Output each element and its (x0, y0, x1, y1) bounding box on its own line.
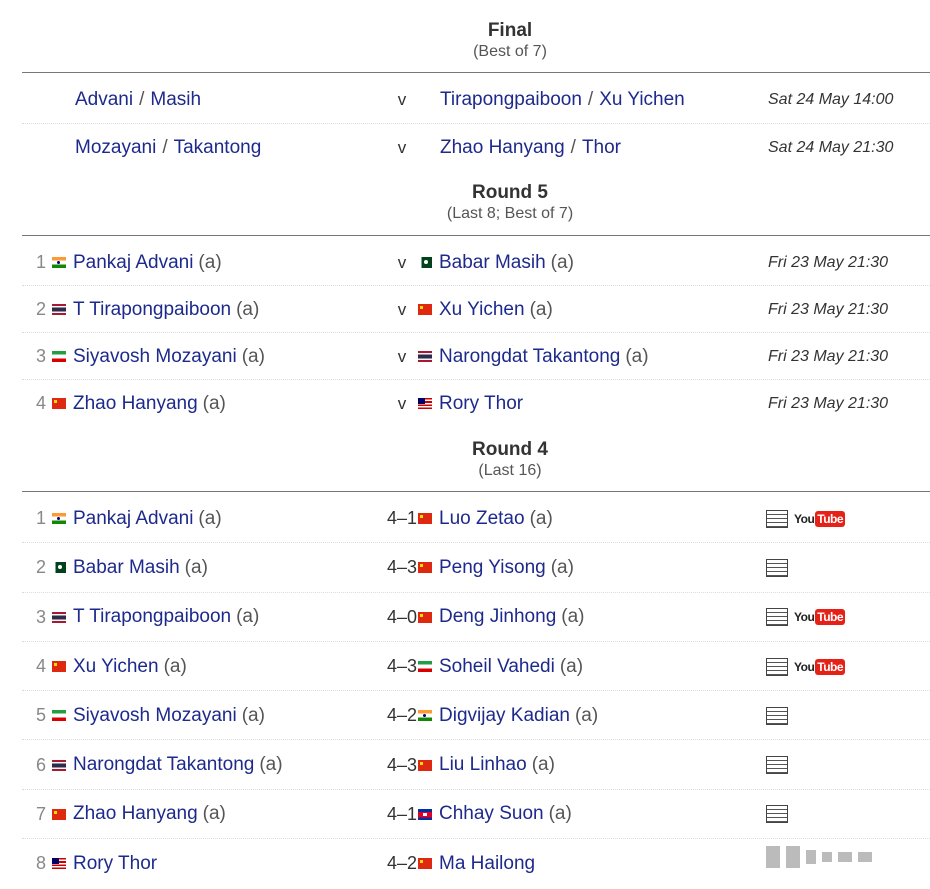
match-score[interactable]: 4–1 (386, 508, 418, 529)
player-link[interactable]: Ma Hailong (439, 852, 536, 874)
round4-subtitle: (Last 16) (478, 462, 542, 479)
china-flag-icon (418, 562, 432, 573)
thailand-flag-icon (52, 760, 66, 771)
match-score[interactable]: 4–3 (386, 656, 418, 677)
player-one-cell (52, 642, 187, 691)
match-datetime: Fri 23 May 21:30 (768, 394, 889, 412)
player-one-cell (52, 333, 265, 380)
player-two-cell (418, 691, 598, 740)
round4-divider (22, 491, 930, 492)
versus-label: v (397, 346, 407, 366)
round5-subtitle: (Last 8; Best of 7) (446, 205, 574, 222)
round4-match-row (22, 593, 930, 642)
pair-separator: / (139, 89, 145, 110)
china-flag-icon (52, 398, 66, 409)
player-link[interactable]: Advani (75, 89, 134, 110)
amateur-note: (a) (561, 606, 585, 628)
round4-header (0, 439, 930, 481)
malaysia-flag-icon (418, 398, 432, 409)
match-score[interactable]: 4–1 (386, 803, 418, 824)
player-link[interactable]: Siyavosh Mozayani (73, 345, 237, 367)
match-score[interactable]: 4–3 (386, 557, 418, 578)
player-link[interactable]: Soheil Vahedi (439, 655, 555, 677)
player-link[interactable]: Mozayani (75, 137, 157, 158)
round4-match-row (22, 691, 930, 740)
round5-match-row (22, 380, 930, 427)
media-links (766, 642, 845, 691)
thailand-flag-icon (418, 351, 432, 362)
youtube-tube-text: Tube (817, 659, 844, 674)
final-divider (22, 72, 930, 73)
player-link[interactable]: Siyavosh Mozayani (73, 704, 237, 726)
versus-label: v (397, 393, 407, 413)
amateur-note: (a) (241, 345, 265, 367)
seed-number: 6 (35, 754, 46, 775)
versus-label: v (397, 299, 407, 319)
final-side-2 (440, 76, 685, 124)
seed-number: 1 (35, 508, 46, 529)
youtube-icon[interactable] (794, 511, 845, 527)
player-two-cell (418, 494, 553, 543)
player-link[interactable]: Digvijay Kadian (439, 704, 570, 726)
thailand-flag-icon (52, 612, 66, 623)
player-link[interactable]: Xu Yichen (439, 298, 525, 320)
india-flag-icon (418, 710, 432, 721)
player-link[interactable]: Luo Zetao (439, 507, 525, 529)
seed-number: 4 (35, 656, 46, 677)
player-one-cell (52, 494, 222, 543)
player-two-cell (418, 593, 585, 642)
final-side-1 (75, 124, 261, 172)
final-header (0, 20, 930, 62)
match-score[interactable]: 4–2 (386, 705, 418, 726)
cambodia-flag-icon (418, 809, 432, 820)
final-match-row (22, 124, 930, 172)
malaysia-flag-icon (52, 858, 66, 869)
seed-number: 2 (35, 299, 46, 319)
match-score[interactable]: 4–3 (386, 754, 418, 775)
iran-flag-icon (52, 710, 66, 721)
seed-number: 3 (35, 606, 46, 627)
final-subtitle: (Best of 7) (473, 43, 547, 60)
player-link[interactable]: Narongdat Takantong (439, 345, 621, 367)
amateur-note: (a) (202, 803, 226, 825)
player-link[interactable]: Xu Yichen (73, 655, 159, 677)
versus-label: v (397, 252, 407, 272)
thailand-flag-icon (52, 304, 66, 315)
youtube-you-text: You (794, 511, 815, 526)
amateur-note: (a) (625, 345, 649, 367)
china-flag-icon (418, 612, 432, 623)
player-one-cell (52, 741, 283, 790)
round5-divider (22, 235, 930, 236)
youtube-icon[interactable] (794, 659, 845, 675)
amateur-note: (a) (184, 556, 208, 578)
amateur-note: (a) (236, 606, 260, 628)
player-one-cell (52, 239, 222, 286)
amateur-note: (a) (259, 754, 283, 776)
round5-match-row (22, 333, 930, 380)
match-datetime: Fri 23 May 21:30 (768, 253, 889, 271)
amateur-note: (a) (574, 704, 599, 726)
player-two-cell (418, 642, 583, 691)
india-flag-icon (52, 257, 66, 268)
china-flag-icon (418, 858, 432, 869)
frames-icon[interactable] (766, 707, 788, 725)
match-datetime: Fri 23 May 21:30 (768, 300, 889, 318)
player-one-cell (52, 839, 157, 888)
frames-icon[interactable] (766, 805, 788, 823)
player-two-cell (418, 333, 649, 380)
amateur-note: (a) (550, 251, 574, 273)
seed-number: 4 (35, 393, 46, 413)
amateur-note: (a) (559, 655, 584, 677)
match-datetime: Fri 23 May 21:30 (768, 347, 889, 365)
pair-separator: / (570, 137, 576, 158)
china-flag-icon (418, 760, 432, 771)
amateur-note: (a) (550, 556, 574, 578)
china-flag-icon (52, 809, 66, 820)
watermark (766, 846, 872, 868)
pakistan-flag-icon (418, 257, 432, 268)
player-link[interactable]: Rory Thor (439, 392, 524, 414)
player-link[interactable]: Rory Thor (73, 852, 158, 874)
player-one-cell (52, 790, 226, 839)
player-one-cell (52, 593, 259, 642)
player-two-cell (418, 790, 572, 839)
media-links (766, 790, 788, 839)
frames-icon[interactable] (766, 559, 788, 577)
player-link[interactable]: Zhao Hanyang (73, 392, 198, 414)
player-link[interactable]: Deng Jinhong (439, 606, 557, 628)
pakistan-flag-icon (52, 562, 66, 573)
frames-icon[interactable] (766, 756, 788, 774)
seed-number: 5 (35, 705, 46, 726)
amateur-note: (a) (202, 392, 226, 414)
match-datetime: Sat 24 May 14:00 (768, 91, 894, 108)
round4-match-row (22, 494, 930, 543)
seed-number: 3 (35, 346, 46, 366)
seed-number: 2 (35, 557, 46, 578)
player-link[interactable]: T Tirapongpaiboon (73, 606, 232, 628)
versus-label: v (397, 138, 407, 157)
amateur-note: (a) (529, 298, 553, 320)
final-title: Final (487, 20, 533, 41)
player-two-cell (418, 839, 535, 888)
player-link[interactable]: Babar Masih (73, 556, 180, 578)
youtube-tube-text: Tube (817, 610, 844, 625)
frames-icon[interactable] (766, 510, 788, 528)
player-link[interactable]: Chhay Suon (439, 803, 544, 825)
player-one-cell (52, 380, 226, 427)
match-score[interactable]: 4–2 (386, 853, 418, 874)
round4-match-row (22, 642, 930, 691)
player-one-cell (52, 286, 259, 333)
iran-flag-icon (52, 351, 66, 362)
round4-match-row (22, 790, 930, 839)
media-links (766, 741, 788, 790)
player-link[interactable]: Thor (581, 137, 622, 158)
amateur-note: (a) (198, 507, 222, 529)
final-side-1 (75, 76, 201, 124)
round4-match-row (22, 543, 930, 592)
player-link[interactable]: Pankaj Advani (73, 507, 194, 529)
youtube-icon[interactable] (794, 609, 845, 625)
player-two-cell (418, 380, 523, 427)
round5-title: Round 5 (472, 182, 548, 203)
pair-separator: / (587, 89, 594, 110)
india-flag-icon (52, 513, 66, 524)
versus-label: v (397, 90, 407, 109)
amateur-note: (a) (529, 507, 553, 529)
round5-header (0, 182, 930, 224)
china-flag-icon (52, 661, 66, 672)
final-match-row (22, 76, 930, 124)
player-link[interactable]: Babar Masih (439, 251, 546, 273)
pair-separator: / (162, 137, 168, 158)
player-link[interactable]: Masih (150, 89, 202, 110)
player-link[interactable]: T Tirapongpaiboon (73, 298, 232, 320)
player-two-cell (418, 543, 574, 592)
player-link[interactable]: Zhao Hanyang (73, 803, 198, 825)
player-link[interactable]: Takantong (173, 137, 262, 158)
youtube-you-text: You (794, 659, 815, 674)
player-two-cell (418, 741, 555, 790)
frames-icon[interactable] (766, 608, 788, 626)
round4-title: Round 4 (472, 439, 548, 460)
player-link[interactable]: Xu Yichen (599, 89, 685, 110)
round5-match-row (22, 239, 930, 286)
player-two-cell (418, 286, 553, 333)
media-links (766, 543, 788, 592)
player-link[interactable]: Pankaj Advani (73, 251, 194, 273)
final-side-2 (440, 124, 621, 172)
youtube-you-text: You (794, 610, 815, 625)
match-datetime: Sat 24 May 21:30 (768, 139, 894, 156)
media-links (766, 593, 845, 642)
media-links (766, 691, 788, 740)
round4-match-row (22, 741, 930, 790)
china-flag-icon (418, 513, 432, 524)
player-one-cell (52, 543, 208, 592)
player-link[interactable]: Peng Yisong (439, 556, 546, 578)
seed-number: 8 (35, 853, 46, 874)
iran-flag-icon (418, 661, 432, 672)
media-links (766, 494, 845, 543)
player-link[interactable]: Liu Linhao (439, 754, 527, 776)
youtube-tube-text: Tube (817, 511, 844, 526)
seed-number: 1 (35, 252, 46, 272)
china-flag-icon (418, 304, 432, 315)
player-link[interactable]: Tirapongpaiboon (440, 89, 582, 110)
amateur-note: (a) (241, 704, 265, 726)
player-link[interactable]: Zhao Hanyang (440, 137, 565, 158)
amateur-note: (a) (531, 754, 555, 776)
player-two-cell (418, 239, 574, 286)
amateur-note: (a) (198, 251, 222, 273)
player-one-cell (52, 691, 265, 740)
amateur-note: (a) (548, 803, 572, 825)
frames-icon[interactable] (766, 658, 788, 676)
seed-number: 7 (35, 803, 46, 824)
match-score[interactable]: 4–0 (386, 606, 418, 627)
amateur-note: (a) (163, 655, 187, 677)
amateur-note: (a) (236, 298, 260, 320)
player-link[interactable]: Narongdat Takantong (73, 754, 255, 776)
round5-match-row (22, 286, 930, 333)
